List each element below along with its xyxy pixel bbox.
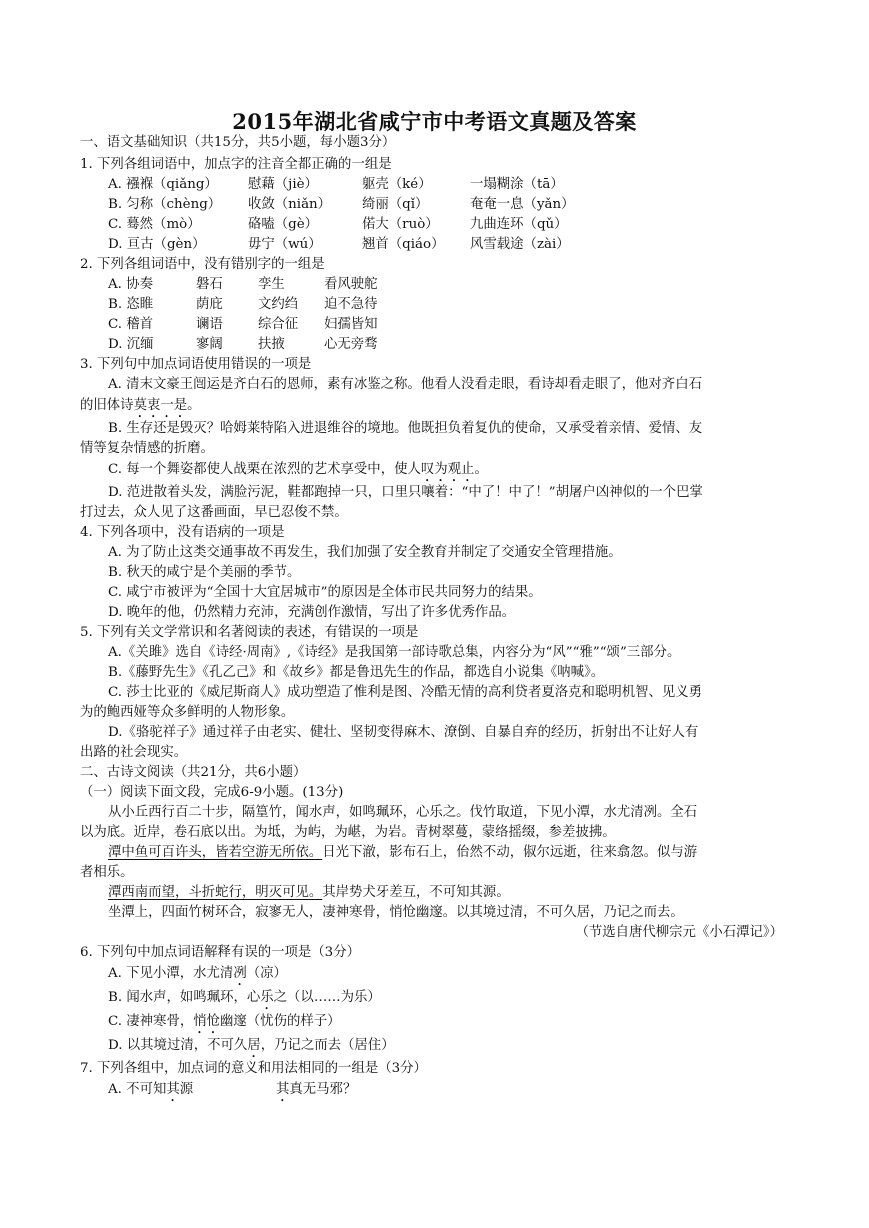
q3-a-pre: 的旧体诗 bbox=[80, 398, 134, 413]
passage-p2-line1 bbox=[108, 846, 697, 859]
q7-a1-post: 源 bbox=[179, 1082, 194, 1097]
q3-a-dotted: 莫衷一是 bbox=[133, 398, 188, 413]
q1-a-col2: 慰藉（jiè） bbox=[248, 177, 318, 192]
q3-option-b-line2: 情等复杂情感的折磨。 bbox=[80, 441, 214, 456]
q5-stem: 5. 下列有关文学常识和名著阅读的表述，有错误的一项是 bbox=[80, 625, 419, 640]
q6-a-post: （凉） bbox=[246, 966, 287, 981]
passage-p2-rest: 日光下澈，影布石上，佁然不动，俶尔远逝，往来翕忽。似与游 bbox=[322, 845, 698, 860]
q2-a-col1: A. 协奏 bbox=[108, 277, 153, 292]
q6-c-dotted: 悄怆 bbox=[193, 1014, 221, 1029]
q4-option-a: A. 为了防止这类交通事故不再发生，我们加强了安全教育并制定了交通安全管理措施。 bbox=[108, 545, 622, 560]
passage-p2-underlined: 潭中鱼可百许头，皆若空游无所依。 bbox=[108, 845, 323, 860]
q1-c-col1: C. 蓦然（mò） bbox=[108, 217, 201, 232]
q3-stem: 3. 下列句中加点词语使用错误的一项是 bbox=[80, 357, 312, 372]
section1-heading: 一、语文基础知识（共15分，共5小题，每小题3分） bbox=[80, 135, 396, 150]
section2-heading: 二、古诗文阅读（共21分，共6小题） bbox=[80, 765, 307, 780]
q2-b-col1: B. 恣睢 bbox=[108, 297, 154, 312]
q3-option-d-line1: D. 范进散着头发，满脸污泥，鞋都跑掉一只，口里只嚷着：“中了！中了！”胡屠户凶神似的一个巴掌 bbox=[108, 485, 703, 500]
q3-option-c bbox=[108, 462, 488, 485]
q6-a-dotted: 冽 bbox=[233, 966, 247, 981]
q6-d-pre: D. 以其境过清，不可久 bbox=[108, 1038, 248, 1053]
q1-a-col1: A. 襁褓（qiǎng） bbox=[108, 177, 218, 192]
q3-option-a-line1: A. 清末文豪王闿运是齐白石的恩师，素有冰鉴之称。他看人没看走眼，看诗却看走眼了，他对齐白石 bbox=[108, 377, 702, 392]
q2-a-col3: 孪生 bbox=[258, 277, 285, 292]
q7-option-a-left bbox=[108, 1082, 193, 1105]
q1-d-col3: 翘首（qiáo） bbox=[362, 237, 445, 252]
q6-a-pre: A. 下见小潭，水尤清 bbox=[108, 966, 234, 981]
q6-b-pre: B. 闻水声，如鸣珮环，心 bbox=[108, 990, 261, 1005]
passage-p4: 坐潭上，四面竹树环合，寂寥无人，凄神寒骨，悄怆幽邃。以其境过清，不可久居，乃记之而去。 bbox=[108, 905, 684, 920]
q1-c-col3: 偌大（ruò） bbox=[362, 217, 439, 232]
q2-c-col2: 谰语 bbox=[196, 317, 223, 332]
q2-b-col2: 荫庇 bbox=[196, 297, 223, 312]
passage-p1-line1: 从小丘西行百二十步，隔篁竹，闻水声，如鸣珮环，心乐之。伐竹取道，下见小潭，水尤清冽。全石 bbox=[108, 805, 698, 820]
q5-option-c-line1: C. 莎士比亚的《威尼斯商人》成功塑造了惟利是图、冷酷无情的高利贷者夏洛克和聪明机智、见义勇 bbox=[108, 685, 703, 700]
q4-option-d: D. 晚年的他，仍然精力充沛，充满创作激情，写出了许多优秀作品。 bbox=[108, 605, 516, 620]
passage-source: （节选自唐代柳宗元《小石潭记》） bbox=[575, 925, 783, 940]
q5-option-d-line1: D.《骆驼祥子》通过祥子由老实、健壮、坚韧变得麻木、潦倒、自暴自弃的经历，折射出不让好人有 bbox=[108, 725, 699, 740]
q7-stem: 7. 下列各组中，加点词的意义和用法相同的一组是（3分） bbox=[80, 1061, 427, 1076]
q6-option-c bbox=[108, 1014, 341, 1037]
q6-b-post: 之（以……为乐） bbox=[273, 990, 381, 1005]
q6-option-a bbox=[108, 966, 287, 989]
q3-c-post: 。 bbox=[474, 462, 488, 477]
q2-d-col1: D. 沉缅 bbox=[108, 337, 154, 352]
q7-a2-post: 真无马邪？ bbox=[289, 1082, 357, 1097]
q2-a-col2: 磐石 bbox=[196, 277, 223, 292]
q4-option-c: C. 咸宁市被评为“全国十大宜居城市”的原因是全体市民共同努力的结果。 bbox=[108, 585, 542, 600]
passage-p2-line2: 者相乐。 bbox=[80, 865, 134, 880]
q1-a-col4: 一塌糊涂（tā） bbox=[470, 177, 564, 192]
passage-p1-line2: 以为底。近岸，卷石底以出。为坻，为屿，为嵁，为岩。青树翠蔓，蒙络摇缀，参差披拂。 bbox=[80, 825, 616, 840]
q6-stem: 6. 下列句中加点词语解释有误的一项是（3分） bbox=[80, 945, 360, 960]
q2-b-col3: 文约绉 bbox=[258, 297, 299, 312]
q6-c-pre: C. 凄神寒骨， bbox=[108, 1014, 194, 1029]
q6-option-b bbox=[108, 990, 381, 1013]
q3-option-a-line2 bbox=[80, 398, 201, 421]
q5-option-d-line2: 出路的社会现实。 bbox=[80, 745, 188, 760]
q6-d-dotted: 居 bbox=[247, 1038, 261, 1053]
q5-option-a: A.《关雎》选自《诗经·周南》,《诗经》是我国第一部诗歌总集，内容分为“风”“雅”“颂”三部分。 bbox=[108, 645, 681, 660]
q5-option-c-line2: 为的鲍西娅等众多鲜明的人物形象。 bbox=[80, 705, 295, 720]
q2-c-col1: C. 稽首 bbox=[108, 317, 154, 332]
q2-d-col2: 寥阔 bbox=[196, 337, 223, 352]
q3-c-dotted: 叹为观止 bbox=[420, 462, 475, 477]
passage-p3 bbox=[108, 886, 510, 899]
q4-option-b: B. 秋天的咸宁是个美丽的季节。 bbox=[108, 565, 301, 580]
q3-c-pre: C. 每一个舞姿都使人战栗在浓烈的艺术享受中，使人 bbox=[108, 462, 421, 477]
page-title: 2015年湖北省咸宁市中考语文真题及答案 bbox=[232, 109, 637, 134]
q3-option-b-line1: B. 生存还是毁灭？哈姆莱特陷入进退维谷的境地。他既担负着复仇的使命，又承受着亲情、爱情、友 bbox=[108, 421, 703, 436]
q2-stem: 2. 下列各组词语中，没有错别字的一组是 bbox=[80, 257, 325, 272]
q6-c-post: 幽邃（忧伤的样子） bbox=[220, 1014, 341, 1029]
q4-stem: 4. 下列各项中，没有语病的一项是 bbox=[80, 525, 285, 540]
q7-option-a-right bbox=[276, 1082, 356, 1105]
q2-c-col3: 综合征 bbox=[258, 317, 299, 332]
q1-d-col1: D. 亘古（gèn） bbox=[108, 237, 206, 252]
q1-stem: 1. 下列各组词语中，加点字的注音全都正确的一组是 bbox=[80, 157, 392, 172]
section2-sub1: （一）阅读下面文段，完成6-9小题。(13分) bbox=[80, 785, 344, 800]
q1-b-col4: 奄奄一息（yǎn） bbox=[470, 197, 575, 212]
q2-d-col3: 扶掖 bbox=[258, 337, 285, 352]
q7-a2-dotted: 其 bbox=[276, 1082, 290, 1097]
q5-option-b: B.《藤野先生》《孔乙己》和《故乡》都是鲁迅先生的作品，都选自小说集《呐喊》。 bbox=[108, 665, 605, 680]
q1-a-col3: 躯壳（ké） bbox=[362, 177, 432, 192]
q7-a1-dotted: 其 bbox=[166, 1082, 180, 1097]
q6-b-dotted: 乐 bbox=[260, 990, 274, 1005]
q1-c-col2: 硌嗑（gè） bbox=[248, 217, 319, 232]
q3-a-post: 。 bbox=[187, 398, 201, 413]
q1-d-col4: 风雪载途（zài） bbox=[470, 237, 570, 252]
q3-option-d-line2: 打过去，众人见了这番画面，早已忍俊不禁。 bbox=[80, 505, 348, 520]
q1-b-col2: 收敛（niǎn） bbox=[248, 197, 332, 212]
passage-p3-rest: 其岸势犬牙差互，不可知其源。 bbox=[322, 885, 510, 900]
q6-option-d bbox=[108, 1038, 395, 1061]
q1-b-col1: B. 匀称（chèng） bbox=[108, 197, 222, 212]
q2-b-col4: 迫不急待 bbox=[324, 297, 378, 312]
q1-c-col4: 九曲连环（qǔ） bbox=[470, 217, 568, 232]
q1-b-col3: 绮丽（qǐ） bbox=[362, 197, 429, 212]
passage-p3-underlined: 潭西南而望，斗折蛇行，明灭可见。 bbox=[108, 885, 323, 900]
q2-c-col4: 妇孺皆知 bbox=[324, 317, 378, 332]
q6-d-post: ，乃记之而去（居住） bbox=[260, 1038, 395, 1053]
q7-a1-pre: A. 不可知 bbox=[108, 1082, 167, 1097]
q1-d-col2: 毋宁（wú） bbox=[248, 237, 322, 252]
q2-a-col4: 看风驶舵 bbox=[324, 277, 378, 292]
q2-d-col4: 心无旁骛 bbox=[324, 337, 378, 352]
